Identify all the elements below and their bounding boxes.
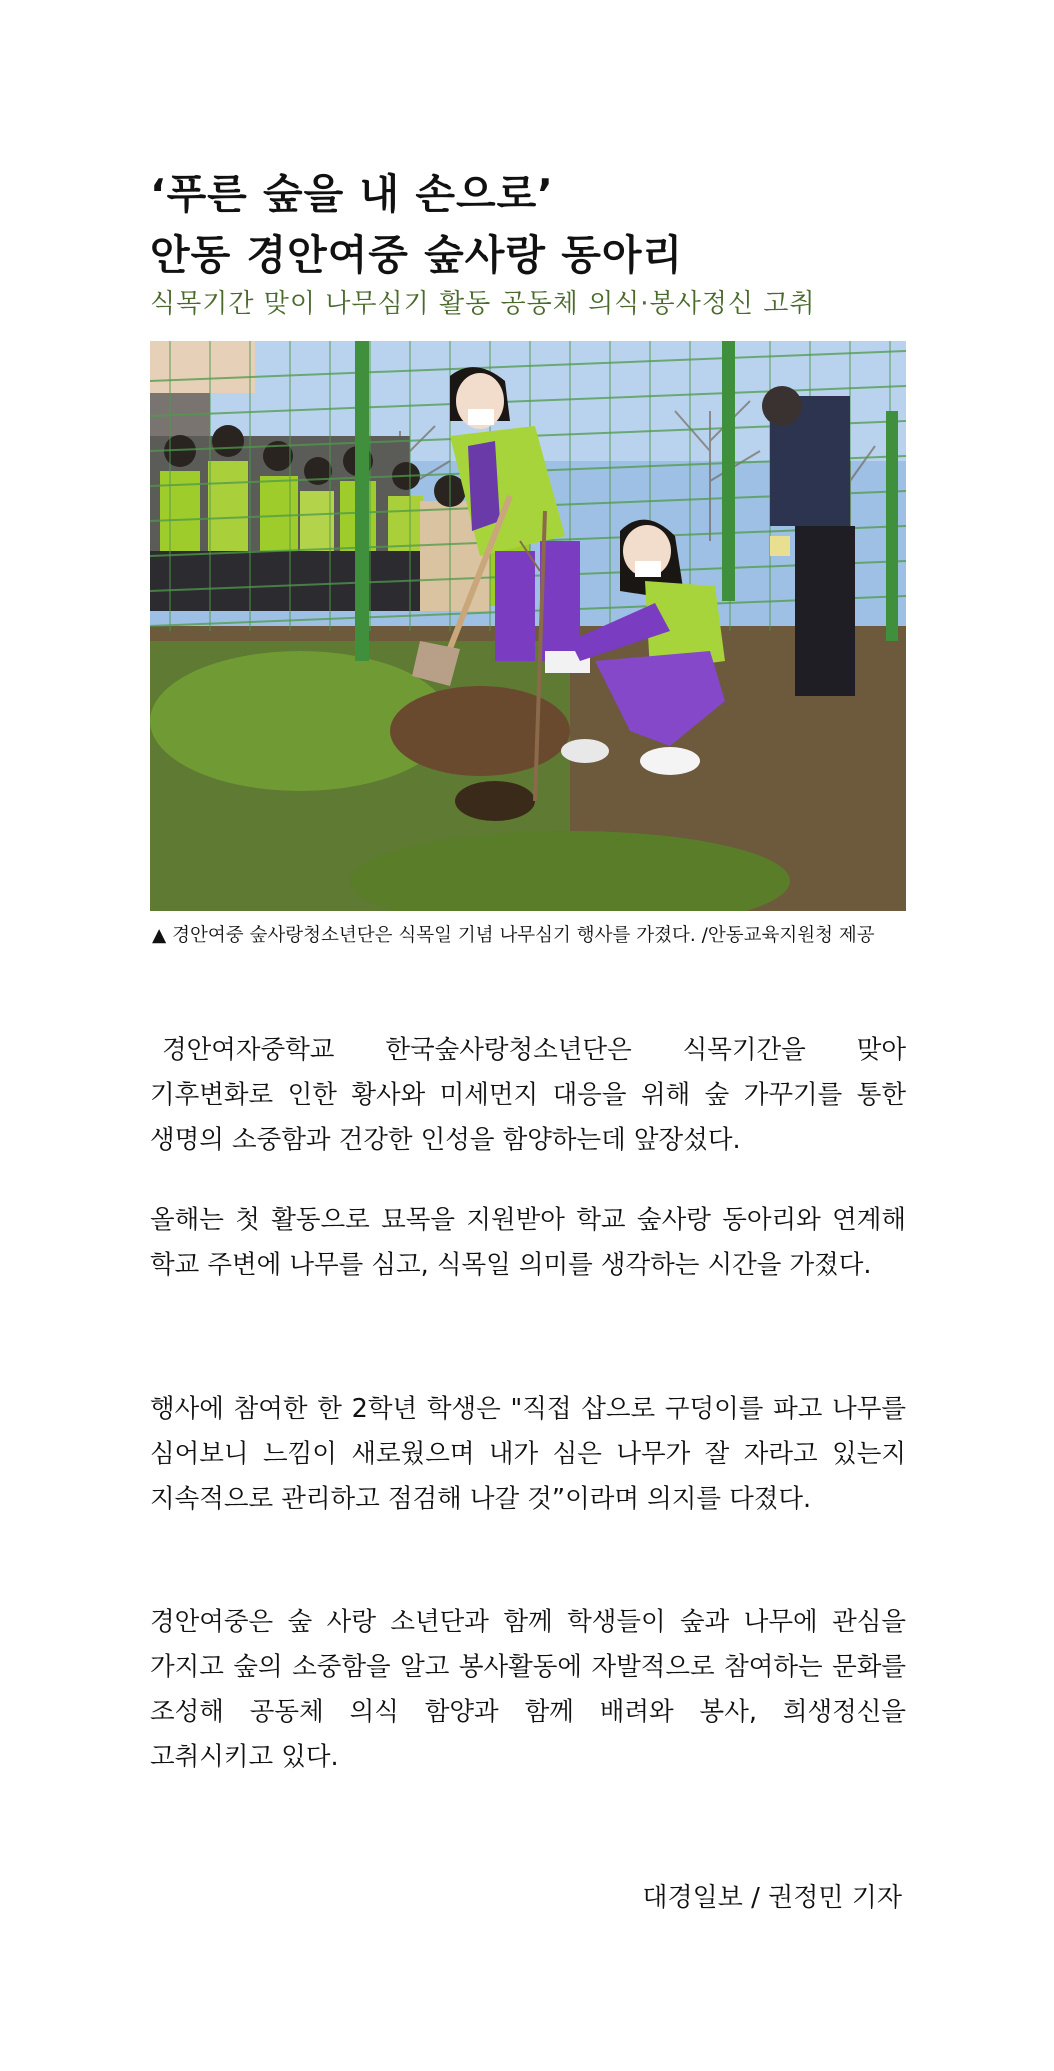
body-paragraph-2: 올해는 첫 활동으로 묘목을 지원받아 학교 숲사랑 동아리와 연계해 학교 주변에 나무를 심고, 식목일 의미를 생각하는 시간을 가졌다. — [150, 1205, 906, 1280]
body-paragraph-3: 행사에 참여한 한 2학년 학생은 "직접 삽으로 구덩이를 파고 나무를 심어보니 느낌이 새로웠으며 내가 심은 나무가 잘 자라고 있는지 지속적으로 관리하고 점검해 나갈 것”이라며 의지를 다졌다. — [150, 1394, 906, 1514]
body-paragraph-4: 경안여중은 숲 사랑 소년단과 함께 학생들이 숲과 나무에 관심을 가지고 숲의 소중함을 알고 봉사활동에 자발적으로 참여하는 문화를 조성해 공동체 의식 함양과 함께 배려와 봉사, 희생정신을 고취시키고 있다. — [150, 1607, 906, 1772]
headline-line-1: ‘푸른 숲을 내 손으로’ — [150, 170, 554, 218]
photo-caption: ▲ 경안여중 숲사랑청소년단은 식목일 기념 나무심기 행사를 가졌다. /안동교육지원청 제공 — [152, 925, 875, 946]
subheadline: 식목기간 맞이 나무심기 활동 공동체 의식·봉사정신 고취 — [150, 289, 816, 319]
byline: 대경일보 / 권정민 기자 — [642, 1883, 902, 1913]
tree-planting-photo — [150, 341, 906, 911]
headline-line-2: 안동 경안여중 숲사랑 동아리 — [150, 231, 684, 279]
body-paragraph-1: 경안여자중학교 한국숲사랑청소년단은 식목기간을 맞아 기후변화로 인한 황사와 미세먼지 대응을 위해 숲 가꾸기를 통한 생명의 소중함과 건강한 인성을 함양하는데 앞장섰다. — [150, 1035, 906, 1155]
